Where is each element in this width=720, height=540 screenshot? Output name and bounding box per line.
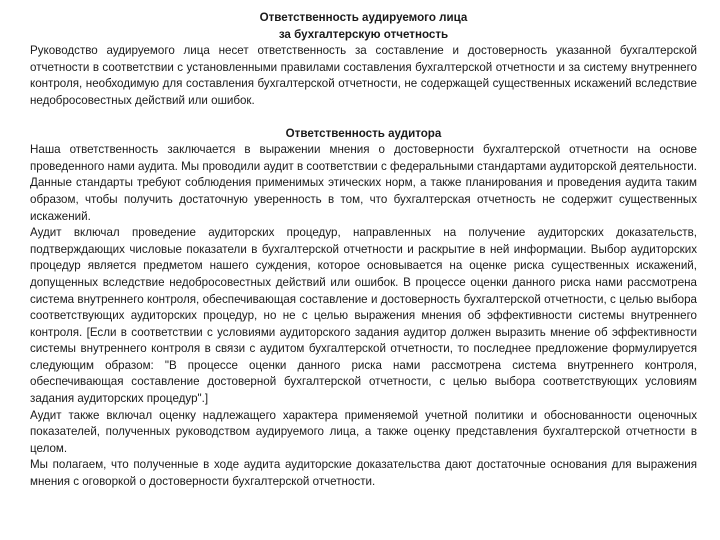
section2-paragraph-1: Наша ответственность заключается в выражении мнения о достоверности бухгалтерской отчетности на основе проведенного нами аудита. Мы проводили аудит в соответствии с федеральными стандартами аудиторской деятельности. Данные стандарты требуют соблюдения применимых этических норм, а также планирования и проведения аудита таким образом, чтобы получить достаточную уверенность в том, что бухгалтерская отчетность не содержит существенных искажений. [30, 143, 697, 223]
section-spacer [30, 110, 697, 126]
section2-paragraph-2: Аудит включал проведение аудиторских процедур, направленных на получение аудиторских доказательств, подтверждающих числовые показатели в бухгалтерской отчетности и раскрытие в ней информации. Выбор аудиторских процедур является предметом нашего суждения, которое основывается на оценке риска существенных искажений, допущенных вследствие недобросовестных действий или ошибок. В процессе оценки данного риска нами рассмотрена система внутреннего контроля, обеспечивающая составление и достоверность бухгалтерской отчетности, с целью выбора соответствующих аудиторских процедур, но не с целью выражения мнения об эффективности системы внутреннего контроля. [Если в соответствии с условиями аудиторского задания аудитор должен выразить мнение об эффективности системы внутреннего контроля в связи с аудитом бухгалтерской отчетности, то последнее предложение формулируется следующим образом: "В процессе оценки данного риска нами рассмотрена система внутреннего контроля, обеспечивающая составление достоверной бухгалтерской отчетности, с целью выбора соответствующих условиям задания аудиторских процедур".] [30, 226, 697, 406]
section2-title: Ответственность аудитора [285, 126, 442, 140]
section2-paragraph-3: Аудит также включал оценку надлежащего характера применяемой учетной политики и обоснованности оценочных показателей, полученных руководством аудируемого лица, а также оценку представления бухгалтерской отчетности в целом. [30, 408, 697, 455]
section-auditor-responsibility [30, 126, 697, 491]
section1-paragraph: Руководство аудируемого лица несет ответственность за составление и достоверность указанной бухгалтерской отчетности в соответствии с установленными правилами составления бухгалтерской отчетности и за систему внутреннего контроля, необходимую для составления бухгалтерской отчетности, не содержащей существенных искажений вследствие недобросовестных действий или ошибок. [30, 44, 697, 107]
document-page [30, 10, 697, 491]
section1-title-line1: Ответственность аудируемого лица [259, 11, 468, 24]
section-entity-responsibility [30, 10, 697, 43]
section1-title-line2: за бухгалтерскую отчетность [278, 27, 449, 41]
section2-paragraph-4: Мы полагаем, что полученные в ходе аудита аудиторские доказательства дают достаточные основания для выражения мнения с оговоркой о достоверности бухгалтерской отчетности. [30, 458, 697, 489]
